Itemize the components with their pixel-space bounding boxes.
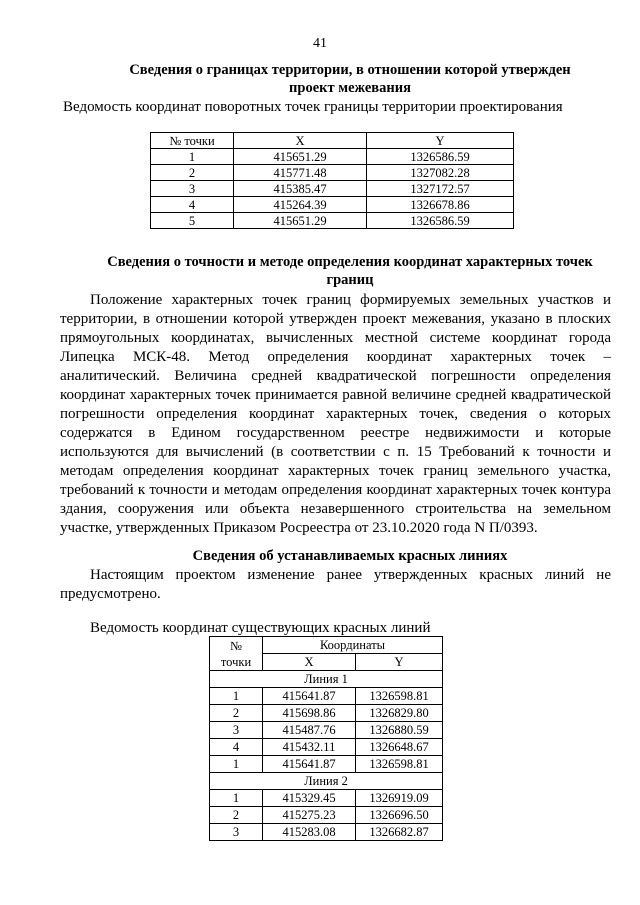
cell-point: 3 — [151, 181, 234, 197]
red-lines-coordinates-table — [209, 636, 443, 841]
paragraph-line: прямоугольных координатах, вычисленных местной системе координат города — [60, 330, 611, 346]
header-point-number-line1: № — [230, 638, 242, 653]
cell-y: 1327082.28 — [367, 165, 514, 181]
cell-x: 415771.48 — [234, 165, 367, 181]
cell-x: 415432.11 — [263, 739, 356, 756]
cell-y: 1326880.59 — [356, 722, 443, 739]
table-row — [210, 790, 443, 807]
paragraph-line: участке, утвержденных Приказом Росреестра от 23.10.2020 года N П/0393. — [60, 520, 538, 536]
paragraph-line: территории, в отношении которой утвержден проект межевания, указано в плоских — [60, 311, 611, 327]
cell-y: 1326586.59 — [367, 149, 514, 165]
cell-x: 415329.45 — [263, 790, 356, 807]
page-number: 41 — [313, 36, 327, 51]
cell-point: 5 — [151, 213, 234, 229]
cell-y: 1326829.80 — [356, 705, 443, 722]
header-point-number-line2: точки — [220, 654, 252, 669]
cell-point: 1 — [210, 688, 263, 705]
paragraph-line: здания, сооружения или объекта незавершенного строительства на земельном — [60, 501, 611, 517]
cell-x: 415698.86 — [263, 705, 356, 722]
section3-subtitle: Ведомость координат существующих красных линий — [90, 620, 431, 636]
paragraph-line: содержатся в Едином государственном реестре недвижимости и которые — [60, 425, 611, 441]
paragraph-line: требований к точности и методам определения координат характерных точек контура — [60, 482, 611, 498]
boundary-coordinates-table — [150, 132, 514, 229]
cell-y: 1326696.50 — [356, 807, 443, 824]
line1-label: Линия 1 — [210, 671, 443, 688]
cell-x: 415487.76 — [263, 722, 356, 739]
table-group-row — [210, 773, 443, 790]
table-row — [151, 213, 514, 229]
header-x: X — [234, 133, 367, 149]
cell-point: 1 — [210, 790, 263, 807]
cell-y: 1326919.09 — [356, 790, 443, 807]
cell-point: 2 — [210, 807, 263, 824]
section3-text-line1: Настоящим проектом изменение ранее утвержденных красных линий не — [90, 567, 611, 583]
cell-point: 4 — [151, 197, 234, 213]
cell-point: 4 — [210, 739, 263, 756]
cell-x: 415641.87 — [263, 756, 356, 773]
cell-x: 415651.29 — [234, 213, 367, 229]
table-row — [210, 756, 443, 773]
table-row — [151, 149, 514, 165]
header-point-number — [210, 637, 263, 671]
line2-label: Линия 2 — [210, 773, 443, 790]
section3-text-line2: предусмотрено. — [60, 586, 161, 602]
cell-point: 3 — [210, 722, 263, 739]
section2-title-line2: границ — [326, 272, 374, 288]
cell-y: 1326586.59 — [367, 213, 514, 229]
section1-title-line2: проект межевания — [289, 80, 411, 96]
paragraph-line: методам определения координат характерных точек границ земельного участка, — [60, 463, 611, 479]
cell-y: 1326682.87 — [356, 824, 443, 841]
header-y: Y — [367, 133, 514, 149]
cell-point: 1 — [151, 149, 234, 165]
table-header-row — [151, 133, 514, 149]
cell-x: 415283.08 — [263, 824, 356, 841]
table-row — [210, 807, 443, 824]
section1-subtitle: Ведомость координат поворотных точек границы территории проектирования — [63, 99, 563, 115]
table-row — [151, 197, 514, 213]
cell-y: 1327172.57 — [367, 181, 514, 197]
section3-title: Сведения об устанавливаемых красных линиях — [192, 548, 508, 564]
cell-y: 1326598.81 — [356, 688, 443, 705]
paragraph-line: используются для вычислений (в соответствии с п. 15 Требований к точности и — [60, 444, 611, 460]
cell-x: 415641.87 — [263, 688, 356, 705]
table-group-row — [210, 671, 443, 688]
table-row — [210, 688, 443, 705]
cell-point: 1 — [210, 756, 263, 773]
header-y: Y — [356, 654, 443, 671]
table-row — [151, 165, 514, 181]
cell-x: 415264.39 — [234, 197, 367, 213]
cell-point: 2 — [151, 165, 234, 181]
header-x: X — [263, 654, 356, 671]
header-coordinates: Координаты — [263, 637, 443, 654]
cell-x: 415385.47 — [234, 181, 367, 197]
table-row — [210, 739, 443, 756]
table-row — [151, 181, 514, 197]
paragraph-line: Положение характерных точек границ формируемых земельных участков и — [90, 292, 611, 308]
cell-y: 1326678.86 — [367, 197, 514, 213]
section1-title-line1: Сведения о границах территории, в отношении которой утвержден — [129, 62, 571, 78]
cell-y: 1326648.67 — [356, 739, 443, 756]
paragraph-line: аналитический. Величина средней квадратической погрешности определения — [60, 368, 611, 384]
table-row — [210, 824, 443, 841]
paragraph-line: Липецка МСК-48. Метод определения координат характерных точек – — [60, 349, 611, 365]
paragraph-line: погрешности определения координат характерных точек, сведения о которых — [60, 406, 611, 422]
header-point-number: № точки — [151, 133, 234, 149]
cell-y: 1326598.81 — [356, 756, 443, 773]
table-row — [210, 705, 443, 722]
paragraph-line: координат характерных точек принимается равной величине средней квадратической — [60, 387, 611, 403]
cell-x: 415275.23 — [263, 807, 356, 824]
cell-point: 3 — [210, 824, 263, 841]
section2-title-line1: Сведения о точности и методе определения координат характерных точек — [107, 254, 593, 270]
table-header-row — [210, 637, 443, 654]
cell-x: 415651.29 — [234, 149, 367, 165]
table-row — [210, 722, 443, 739]
cell-point: 2 — [210, 705, 263, 722]
